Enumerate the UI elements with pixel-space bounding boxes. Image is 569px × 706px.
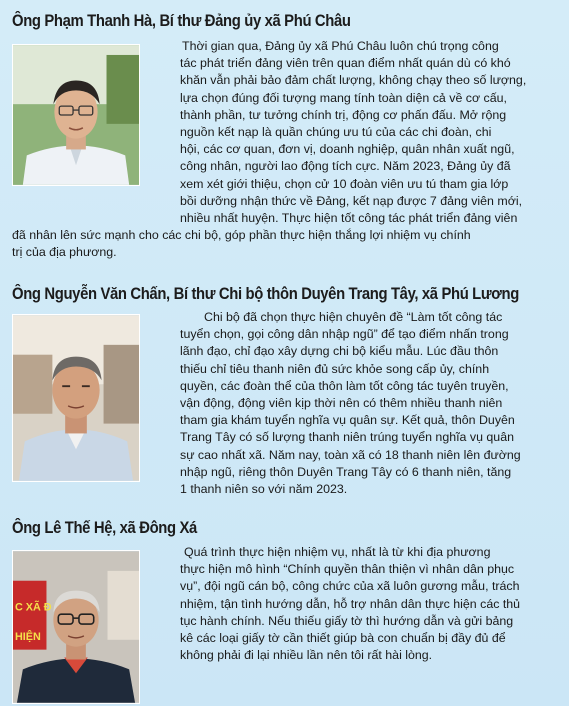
paragraph-line: tác phát triển đảng viên trên quan điểm nhất quán dù có khó bbox=[180, 56, 511, 71]
paragraph-line: Thời gian qua, Đảng ủy xã Phú Châu luôn chú trọng công bbox=[182, 39, 499, 53]
paragraph-line: thiếu chỉ tiêu thanh niên đủ sức khỏe song cấp ủy, chính bbox=[180, 361, 490, 376]
paragraph-line: tuyển chọn, gọi công dân nhập ngũ” để tạo điểm nhấn trong bbox=[180, 327, 509, 342]
photo-sign-text: C XÃ Đ bbox=[14, 601, 52, 614]
paragraph-line: thực hiện mô hình “Chính quyền thân thiện vì nhân dân phục bbox=[180, 562, 515, 577]
paragraph-line: bồi dưỡng nhận thức về Đảng, kết nạp được 7 đảng viên mới, bbox=[180, 193, 523, 208]
profile-heading: Ông Phạm Thanh Hà, Bí thư Đảng ủy xã Phú Châu bbox=[12, 12, 351, 30]
paragraph-line: khăn vẫn phải bảo đảm chất lượng, không chạy theo số lượng, bbox=[180, 73, 527, 88]
profile-paragraph bbox=[12, 544, 557, 664]
profile-paragraph bbox=[12, 38, 557, 261]
paragraph-line: Trang Tây có số lượng thanh niên trúng tuyển nghĩa vụ quân bbox=[180, 430, 514, 445]
paragraph-line: trị của địa phương. bbox=[12, 245, 117, 260]
paragraph-line: kê các loại giấy tờ cần thiết giúp bà con chuẩn bị đầy đủ để bbox=[180, 630, 506, 645]
paragraph-line: lựa chọn đúng đối tượng mang tính toàn diện cả về cơ cấu, bbox=[180, 90, 507, 105]
paragraph-line: nhiều nhất huyện. Thực hiện tốt công tác phát triển đảng viên bbox=[180, 210, 518, 225]
paragraph-line: công nhân, người lao động tích cực. Năm 2023, Đảng ủy đã bbox=[180, 159, 511, 174]
paragraph-line: sự cao nhất xã. Năm nay, toàn xã có 18 thanh niên lên đường bbox=[180, 447, 521, 462]
paragraph-line: nhập ngũ, riêng thôn Duyên Trang Tây có 6 thanh niên, tăng bbox=[180, 464, 512, 479]
paragraph-line: nhiệm, tận tình hướng dẫn, hỗ trợ nhân dân thực hiện các thủ bbox=[180, 596, 521, 611]
paragraph-line: tham gia khám tuyển nghĩa vụ quân sự. Kết quả, thôn Duyên bbox=[180, 413, 515, 428]
paragraph-line: tục hành chính. Nếu thiếu giấy tờ thì hướng dẫn và gửi bảng bbox=[180, 613, 514, 628]
paragraph-line: không phải đi lại nhiều lần nên tôi rất hài lòng. bbox=[180, 648, 433, 663]
paragraph-line: Quá trình thực hiện nhiệm vụ, nhất là từ khi địa phương bbox=[184, 545, 491, 559]
paragraph-line: nguồn kết nạp là quần chúng ưu tú của các chi đoàn, chi bbox=[180, 124, 492, 139]
paragraph-line: đã nhân lên sức mạnh cho các chi bộ, góp phần thực hiện thắng lợi nhiệm vụ chính bbox=[12, 228, 471, 243]
paragraph-line: Chi bộ đã chọn thực hiện chuyên đề “Làm tốt công tác bbox=[204, 310, 503, 324]
profile-heading: Ông Lê Thế Hệ, xã Đông Xá bbox=[12, 519, 197, 537]
paragraph-line: vận động, động viên kịp thời nên có thêm nhiều thanh niên bbox=[180, 395, 503, 410]
paragraph-line: thành phần, tư tưởng chính trị, động cơ phấn đấu. Mở rộng bbox=[180, 107, 507, 122]
profile-heading: Ông Nguyễn Văn Chấn, Bí thư Chi bộ thôn Duyên Trang Tây, xã Phú Lương bbox=[12, 285, 519, 303]
paragraph-line: vụ”, đội ngũ cán bộ, công chức của xã luôn gương mẫu, trách bbox=[180, 579, 520, 594]
paragraph-line: lãnh đạo, chỉ đạo xây dựng chi bộ kiểu mẫu. Lúc đầu thôn bbox=[180, 344, 499, 359]
paragraph-line: xem xét giới thiệu, chọn cử 10 đoàn viên ưu tú tham gia lớp bbox=[180, 176, 509, 191]
paragraph-line: quyền, các đoàn thể của thôn làm tốt công tác tuyên truyền, bbox=[180, 378, 509, 393]
photo-sign-text: HIỆN bbox=[14, 630, 41, 643]
profile-paragraph bbox=[12, 309, 557, 498]
paragraph-line: hội, các cơ quan, đơn vị, doanh nghiệp, quân nhân xuất ngũ, bbox=[180, 142, 515, 157]
paragraph-line: 1 thanh niên so với năm 2023. bbox=[180, 481, 348, 496]
